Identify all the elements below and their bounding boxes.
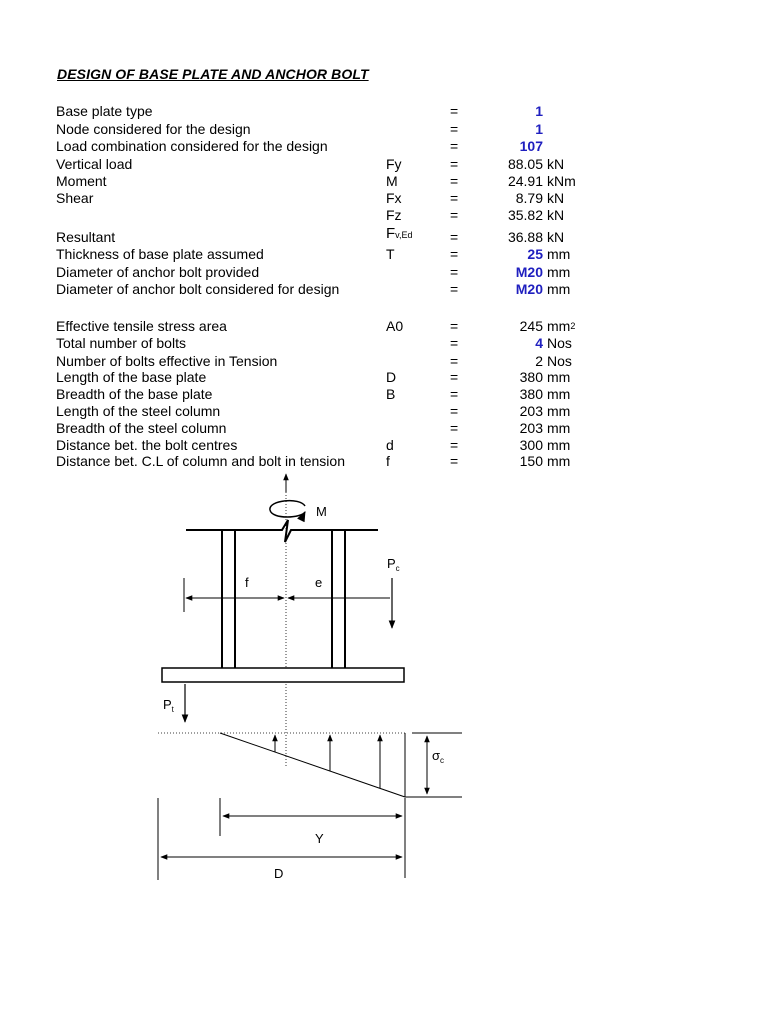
param-symbol: d: [386, 437, 394, 453]
y-label: Y: [315, 831, 324, 846]
equals-sign: =: [450, 207, 459, 223]
param-label: Length of the steel column: [56, 403, 221, 419]
param-symbol: Fz: [386, 207, 402, 223]
equals-sign: =: [450, 335, 459, 351]
param-value: 107: [519, 138, 543, 154]
param-label: Base plate type: [56, 103, 153, 119]
param-value: 4: [535, 335, 543, 351]
base-plate: [162, 668, 404, 682]
pc-label-main: P: [387, 556, 396, 571]
param-value: 203: [519, 420, 543, 436]
equals-sign: =: [450, 121, 459, 137]
param-symbol: A0: [386, 318, 404, 334]
equals-sign: =: [450, 453, 459, 469]
param-unit: kN: [547, 156, 565, 172]
param-label: Breadth of the base plate: [56, 386, 213, 402]
pt-label-main: P: [163, 697, 172, 712]
param-symbol: f: [386, 453, 390, 469]
param-value: 300: [519, 437, 543, 453]
param-value: 24.91: [507, 173, 543, 189]
param-unit: mm: [547, 264, 571, 280]
param-value: 380: [519, 386, 543, 402]
param-value: 35.82: [507, 207, 543, 223]
param-value: M20: [515, 281, 543, 297]
equals-sign: =: [450, 318, 459, 334]
param-label: Effective tensile stress area: [56, 318, 227, 334]
param-unit: mm: [547, 246, 571, 262]
param-unit: kN: [547, 190, 565, 206]
param-unit: mm: [547, 386, 571, 402]
param-unit: kN: [547, 229, 565, 245]
page-title: DESIGN OF BASE PLATE AND ANCHOR BOLT: [57, 66, 369, 82]
pc-label: [387, 556, 400, 573]
sigma-label-sub: c: [440, 756, 445, 765]
param-label: Moment: [56, 173, 107, 189]
stress-triangle-slope: [220, 733, 405, 797]
equals-sign: =: [450, 353, 459, 369]
param-unit: mm: [547, 281, 571, 297]
param-label: Length of the base plate: [56, 369, 207, 385]
equals-sign: =: [450, 138, 459, 154]
equals-sign: =: [450, 420, 459, 436]
unit-superscript: 2: [570, 321, 576, 331]
param-label: Breadth of the steel column: [56, 420, 227, 436]
param-symbol: T: [386, 246, 395, 262]
param-value: 8.79: [515, 190, 543, 206]
param-value: M20: [515, 264, 543, 280]
pt-label-sub: t: [171, 705, 174, 714]
equals-sign: =: [450, 103, 459, 119]
param-unit: Nos: [547, 335, 572, 351]
param-label: Shear: [56, 190, 94, 206]
equals-sign: =: [450, 190, 459, 206]
param-value: 245: [519, 318, 543, 334]
param-unit: kN: [547, 207, 565, 223]
param-value: 25: [527, 246, 543, 262]
param-unit: mm: [547, 420, 571, 436]
param-label: Load combination considered for the design: [56, 138, 328, 154]
unit-main: mm: [547, 318, 571, 334]
equals-sign: =: [450, 369, 459, 385]
param-value: 150: [519, 453, 543, 469]
param-symbol: B: [386, 386, 396, 402]
param-label: Node considered for the design: [56, 121, 251, 137]
e-label: e: [315, 575, 323, 590]
param-symbol: M: [386, 173, 398, 189]
f-label: f: [245, 575, 249, 590]
pc-label-sub: c: [395, 564, 400, 573]
param-symbol: D: [386, 369, 397, 385]
param-unit: kNm: [547, 173, 576, 189]
equals-sign: =: [450, 403, 459, 419]
equals-sign: =: [450, 281, 459, 297]
param-label: Distance bet. C.L of column and bolt in tension: [56, 453, 345, 469]
equals-sign: =: [450, 246, 459, 262]
d-label: D: [274, 866, 284, 881]
equals-sign: =: [450, 437, 459, 453]
param-unit: mm: [547, 453, 571, 469]
moment-label: M: [316, 504, 327, 519]
param-label: Distance bet. the bolt centres: [56, 437, 238, 453]
param-unit: mm: [547, 369, 571, 385]
equals-sign: =: [450, 173, 459, 189]
param-value: 1: [535, 103, 543, 119]
param-label: Thickness of base plate assumed: [56, 246, 264, 262]
param-symbol: Fx: [386, 190, 402, 206]
param-value: 380: [519, 369, 543, 385]
param-value: 2: [535, 353, 543, 369]
param-value: 1: [535, 121, 543, 137]
sigma-label-main: σ: [432, 748, 441, 763]
moment-arrow-icon: [270, 501, 305, 517]
column-break-line: [186, 520, 378, 542]
equals-sign: =: [450, 156, 459, 172]
equals-sign: =: [450, 264, 459, 280]
param-label: Resultant: [56, 229, 116, 245]
param-label: Diameter of anchor bolt considered for design: [56, 281, 340, 297]
equals-sign: =: [450, 386, 459, 402]
pt-label: [163, 697, 175, 714]
param-label: Diameter of anchor bolt provided: [56, 264, 260, 280]
param-symbol: Fy: [386, 156, 402, 172]
param-label: Total number of bolts: [56, 335, 186, 351]
param-unit: mm: [547, 403, 571, 419]
param-label: Vertical load: [56, 156, 133, 172]
equals-sign: =: [450, 229, 459, 245]
symbol-main: F: [386, 225, 396, 242]
param-unit: mm: [547, 437, 571, 453]
param-value: 203: [519, 403, 543, 419]
param-label: Number of bolts effective in Tension: [56, 353, 278, 369]
sigma-label: [432, 748, 444, 765]
param-value: 36.88: [507, 229, 543, 245]
symbol-subscript: v,Ed: [395, 230, 413, 240]
param-unit: Nos: [547, 353, 572, 369]
param-value: 88.05: [507, 156, 543, 172]
